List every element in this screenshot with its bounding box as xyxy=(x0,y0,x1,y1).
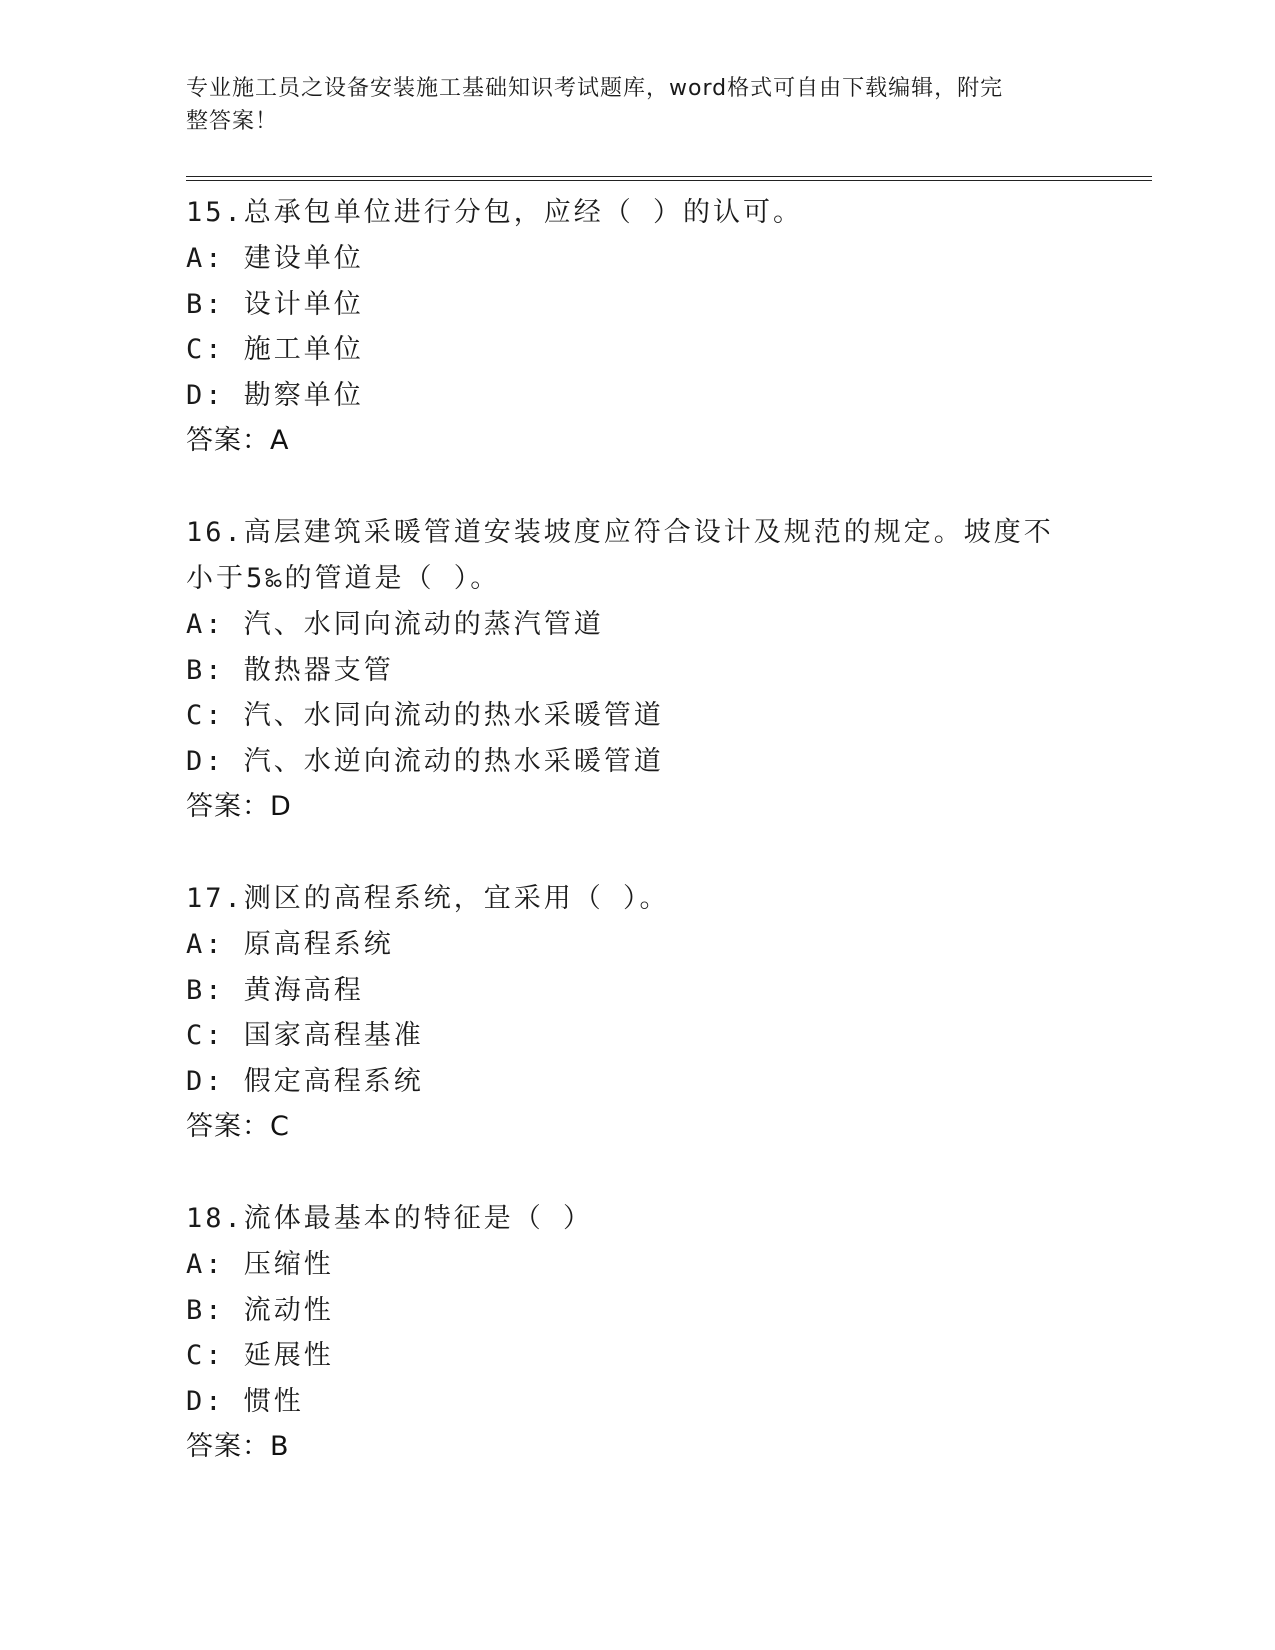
answer-text: 答案：A xyxy=(186,425,290,456)
header-line-1: 专业施工员之设备安装施工基础知识考试题库，word格式可自由下载编辑，附完 xyxy=(186,76,1004,101)
option-b: B: 黄海高程 xyxy=(186,974,364,1006)
header-divider xyxy=(186,176,1152,181)
question-15 xyxy=(186,190,1152,464)
question-stem: 16.高层建筑采暖管道安装坡度应符合设计及规范的规定。坡度不小于5‰的管道是（ ）。 xyxy=(186,517,1054,594)
option-b: B: 设计单位 xyxy=(186,288,364,320)
document-header-note xyxy=(186,72,1066,138)
option-c: C: 施工单位 xyxy=(186,334,364,365)
option-a: A: 汽、水同向流动的蒸汽管道 xyxy=(186,609,604,640)
option-d: D: 汽、水逆向流动的热水采暖管道 xyxy=(186,745,664,777)
option-d: D: 惯性 xyxy=(186,1385,304,1417)
option-d: D: 假定高程系统 xyxy=(186,1065,424,1097)
question-stem: 18.流体最基本的特征是（ ） xyxy=(186,1203,594,1234)
answer-text: 答案：D xyxy=(186,791,292,822)
option-d: D: 勘察单位 xyxy=(186,379,364,411)
question-18 xyxy=(186,1196,1152,1470)
option-b: B: 散热器支管 xyxy=(186,654,394,686)
question-stem: 15.总承包单位进行分包，应经（ ）的认可。 xyxy=(186,197,804,228)
question-17 xyxy=(186,876,1152,1150)
option-a: A: 压缩性 xyxy=(186,1249,334,1280)
answer-text: 答案：C xyxy=(186,1111,290,1142)
option-c: C: 延展性 xyxy=(186,1340,334,1371)
answer-text: 答案：B xyxy=(186,1431,290,1462)
option-b: B: 流动性 xyxy=(186,1294,334,1326)
question-16 xyxy=(186,510,1152,830)
question-stem: 17.测区的高程系统，宜采用（ ）。 xyxy=(186,883,670,914)
option-a: A: 原高程系统 xyxy=(186,929,394,960)
header-line-2: 整答案！ xyxy=(186,109,279,134)
option-c: C: 汽、水同向流动的热水采暖管道 xyxy=(186,700,664,731)
option-c: C: 国家高程基准 xyxy=(186,1020,424,1051)
option-a: A: 建设单位 xyxy=(186,243,364,274)
question-list xyxy=(186,190,1152,1516)
